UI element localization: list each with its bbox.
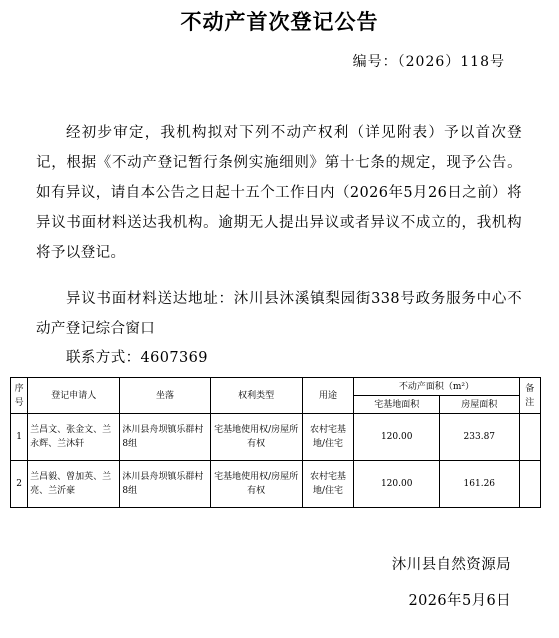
cell-land-area: 120.00: [354, 414, 440, 461]
document-number: 编号：（2026）118号: [352, 54, 505, 70]
issuing-organization: 沐川县自然资源局: [391, 557, 511, 573]
objection-address-paragraph: 异议书面材料送达地址：沐川县沐溪镇梨园街338号政务服务中心不动产登记综合窗口: [36, 291, 522, 337]
cell-right-type: 宅基地使用权/房屋所有权: [210, 414, 302, 461]
cell-house-area: 233.87: [440, 414, 519, 461]
contact-info: 联系方式：4607369: [66, 350, 208, 366]
header-land-area: 宅基地面积: [354, 396, 440, 414]
header-area-group: 不动产面积（m²）: [354, 378, 519, 396]
notice-paragraph-main: 经初步审定，我机构拟对下列不动产权利（详见附表）予以首次登记，根据《不动产登记暂行条例实施细则》第十七条的规定，现予公告。如有异议，请自本公告之日起十五个工作日内（2026年5月26日之前）将异议书面材料送达我机构。逾期无人提出异议或者异议不成立的，我机构将予以登记。: [36, 125, 522, 261]
header-location: 坐落: [120, 378, 210, 414]
cell-remark: [519, 414, 541, 461]
header-right-type: 权利类型: [210, 378, 302, 414]
cell-applicant: 兰昌毅、曾加英、兰亮、兰沂豪: [28, 461, 120, 508]
cell-applicant: 兰昌文、张金文、兰永辉、兰沐轩: [28, 414, 120, 461]
property-appendix-table: [10, 377, 541, 508]
cell-location: 沐川县舟坝镇乐群村8组: [120, 414, 210, 461]
cell-usage: 农村宅基地/住宅: [302, 414, 353, 461]
cell-land-area: 120.00: [354, 461, 440, 508]
header-house-area: 房屋面积: [440, 396, 519, 414]
cell-right-type: 宅基地使用权/房屋所有权: [210, 461, 302, 508]
table-row: [11, 414, 541, 461]
header-remark: 备注: [519, 378, 541, 414]
table-row: [11, 461, 541, 508]
cell-location: 沐川县舟坝镇乐群村8组: [120, 461, 210, 508]
header-seq: 序号: [11, 378, 28, 414]
cell-usage: 农村宅基地/住宅: [302, 461, 353, 508]
cell-seq: 2: [11, 461, 28, 508]
header-applicant: 登记申请人: [28, 378, 120, 414]
header-usage: 用途: [302, 378, 353, 414]
cell-seq: 1: [11, 414, 28, 461]
cell-remark: [519, 461, 541, 508]
notice-title: 不动产首次登记公告: [180, 10, 379, 34]
cell-house-area: 161.26: [440, 461, 519, 508]
issue-date: 2026年5月6日: [408, 593, 511, 609]
